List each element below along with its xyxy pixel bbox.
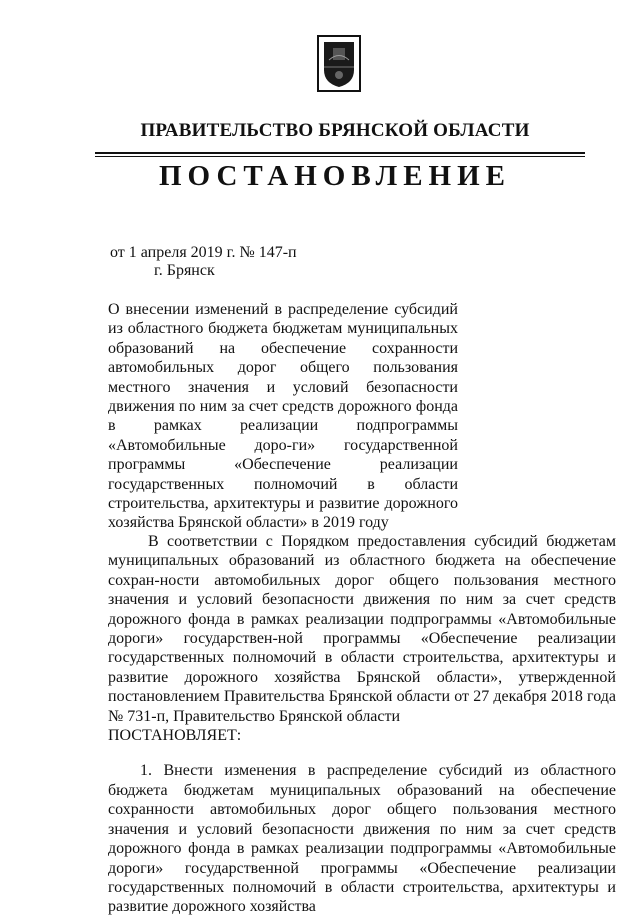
government-name: ПРАВИТЕЛЬСТВО БРЯНСКОЙ ОБЛАСТИ <box>140 120 530 141</box>
document-body <box>108 532 616 917</box>
document-type-title: ПОСТАНОВЛЕНИЕ <box>158 160 511 192</box>
header-divider-thin <box>95 156 585 157</box>
header-divider-thick <box>95 152 585 154</box>
preamble-paragraph: В соответствии с Порядком предоставления субсидий бюджетам муниципальных образований из областного бюджета на обеспечение сохран-ности автомобильных дорог общего пользования местного значения и условий безопасности движения по ним за счет средств дорожного фонда в рамках реализации подпрограммы «Автомобильные дороги» государствен-ной программы «Обеспечение реализации государственных полномочий в области строительства, архитектуры и развитие дорожного хозяйства Брянской области», утвержденной постановлением Правительства Брянской области от 27 декабря 2018 года № 731-п, Правительство Брянской области <box>108 533 616 725</box>
document-date-number: от 1 апреля 2019 г. № 147-п <box>110 244 297 261</box>
decree-word: ПОСТАНОВЛЯЕТ: <box>108 727 242 745</box>
coat-of-arms-icon <box>317 35 361 92</box>
document-subject: О внесении изменений в распределение субсидий из областного бюджета бюджетам муниципальных образований на обеспечение сохранности автомобильных дорог общего пользования местного значения и условий безопасности движения по ним за счет средств дорожного фонда в рамках реализации подпрограммы «Автомобильные доро-ги» государственной программы «Обеспечение реализации государственных полномочий в области строительства, архитектуры и развитие дорожного хозяйства Брянской области» в 2019 году <box>108 301 458 532</box>
item-1-paragraph: 1. Внести изменения в распределение субсидий из областного бюджета бюджетам муниципальных образований на обеспечение сохранности автомобильных дорог общего пользования местного значения и условий безопасности движения по ним за счет средств дорожного фонда в рамках реализации подпрограммы «Автомобильные дороги» государственной программы «Обеспечение реализации государственных полномочий в области строительства, архитектуры и развитие дорожного хозяйства <box>108 762 616 916</box>
document-city: г. Брянск <box>154 262 215 279</box>
